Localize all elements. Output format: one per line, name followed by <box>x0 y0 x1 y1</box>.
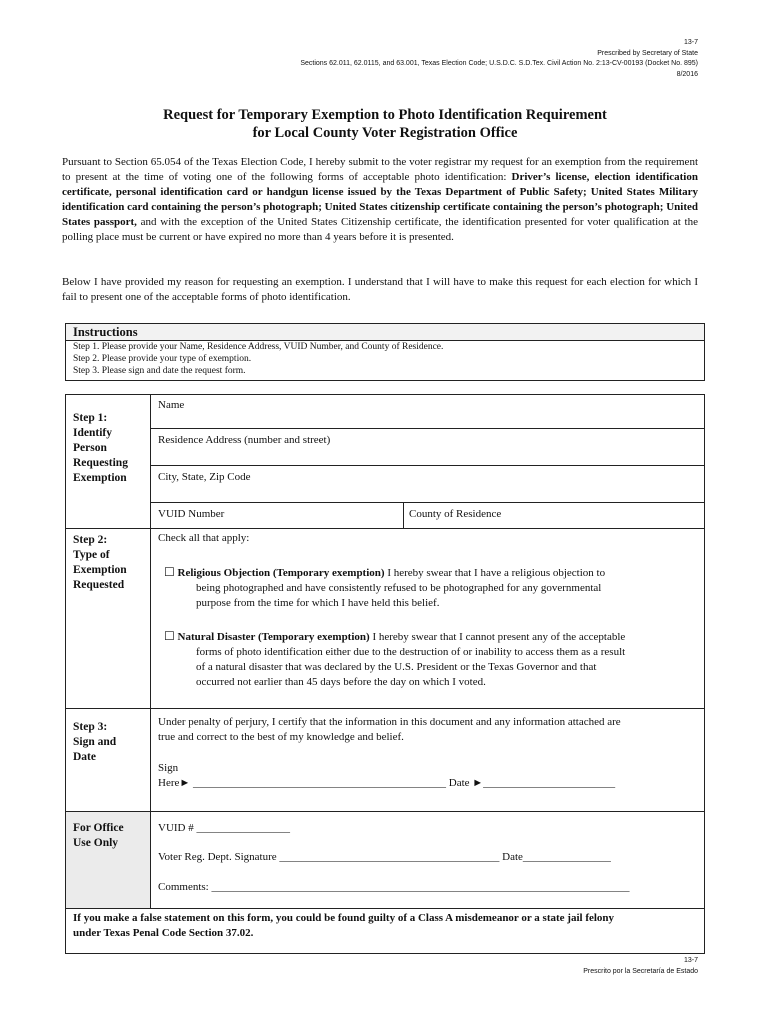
check-all-label: Check all that apply: <box>158 532 250 544</box>
title-line-1: Request for Temporary Exemption to Photo Identification Requirement <box>163 107 607 123</box>
city-state-zip-field[interactable]: City, State, Zip Code <box>158 471 251 483</box>
sign-label: Sign <box>158 762 179 774</box>
natural-disaster-option <box>164 629 699 690</box>
page-title <box>0 106 770 142</box>
disaster-text-4: occurred not earlier than 45 days before the day on which I voted. <box>196 676 486 688</box>
religious-option-label: Religious Objection (Temporary exemption) <box>177 567 385 579</box>
certification-line-1: Under penalty of perjury, I certify that the information in this document and any information attached are <box>158 716 621 728</box>
exemption-form <box>65 394 705 954</box>
religious-text-2: being photographed and have consistently refused to be photographed for any governmental <box>196 582 602 594</box>
step2-label: Step 2: Type of Exemption Requested <box>73 534 127 591</box>
vuid-county-divider <box>403 502 404 528</box>
office-comments-field[interactable]: Comments: ____________________________________________________________________________ <box>158 881 630 893</box>
name-field[interactable]: Name <box>158 399 185 411</box>
form-number: 13-7 <box>683 39 698 46</box>
office-label: For Office Use Only <box>73 822 124 849</box>
divider <box>66 811 704 812</box>
form-date: 8/2016 <box>676 70 698 78</box>
step2-label-cell <box>66 528 151 708</box>
form-footer <box>583 956 698 977</box>
instruction-step-3: Step 3. Please sign and date the request form. <box>73 366 246 376</box>
disaster-checkbox[interactable]: ☐ <box>164 629 175 643</box>
legal-citation: Sections 62.011, 62.0115, and 63.001, Texas Election Code; U.S.D.C. S.D.Tex. Civil Action No. 2:13-CV-00193 (Docket No. 895) <box>300 60 698 67</box>
warning-line-2: under Texas Penal Code Section 37.02. <box>73 927 254 939</box>
false-statement-warning <box>73 911 614 941</box>
step1-label-cell <box>66 395 151 528</box>
signature-date-line[interactable]: Here► ______________________________________________ Date ►________________________ <box>158 777 616 789</box>
office-signature-field[interactable]: Voter Reg. Dept. Signature ________________________________________ Date________________ <box>158 851 611 863</box>
step1-label: Step 1: Identify Person Requesting Exemption <box>73 412 128 484</box>
divider <box>66 708 704 709</box>
religious-text: I hereby swear that I have a religious objection to <box>384 567 606 579</box>
reason-paragraph: Below I have provided my reason for requesting an exemption. I understand that I will have to make this request for each election for which I fail to present one of the acceptable forms of photo identification. <box>62 276 698 303</box>
office-label-cell <box>66 811 151 908</box>
divider <box>151 428 704 429</box>
religious-checkbox[interactable]: ☐ <box>164 565 175 579</box>
footer-prescribed: Prescrito por la Secretaría de Estado <box>583 967 698 975</box>
divider <box>66 528 704 529</box>
step3-label-cell <box>66 708 151 811</box>
step3-label: Step 3: Sign and Date <box>73 721 117 763</box>
instructions-heading: Instructions <box>66 324 704 341</box>
disaster-option-label: Natural Disaster (Temporary exemption) <box>177 631 370 643</box>
intro-paragraph <box>62 155 698 245</box>
intro-text-a: Pursuant to Section 65.054 of the Texas Election Code, I hereby submit to the voter registrar my request for an exemption from the requirement to present at the time of voting one of the following forms of acceptable photo identification: <box>62 156 698 183</box>
disaster-text: I hereby swear that I cannot present any of the acceptable <box>369 631 626 643</box>
title-line-2: for Local County Voter Registration Office <box>252 125 518 141</box>
office-vuid-field[interactable]: VUID # _________________ <box>158 822 290 834</box>
address-field[interactable]: Residence Address (number and street) <box>158 434 331 446</box>
prescribed-by: Prescribed by Secretary of State <box>597 49 698 57</box>
intro-id-list: Driver’s license, election identification certificate, personal identification card or handgun license issued by the Texas Department of Public Safety; United States Military identification card containing the person’s photograph; United States citizenship certificate containing the person’s photograph; United States passport, <box>62 171 698 228</box>
instruction-step-2: Step 2. Please provide your type of exemption. <box>73 354 252 364</box>
divider <box>66 908 704 909</box>
divider <box>151 465 704 466</box>
disaster-text-3: of a natural disaster that was declared by the U.S. President or the Texas Governor and that <box>196 661 597 673</box>
religious-objection-option <box>164 565 694 611</box>
certification-line-2: true and correct to the best of my knowledge and belief. <box>158 731 404 743</box>
county-of-residence-field[interactable]: County of Residence <box>409 508 502 520</box>
instruction-step-1: Step 1. Please provide your Name, Residence Address, VUID Number, and County of Residence. <box>73 342 444 352</box>
religious-text-3: purpose from the time for which I have held this belief. <box>196 597 440 609</box>
instructions-box <box>65 323 705 381</box>
vuid-number-field[interactable]: VUID Number <box>158 508 225 520</box>
footer-form-number: 13-7 <box>683 957 698 964</box>
form-header <box>300 38 698 80</box>
warning-line-1: If you make a false statement on this form, you could be found guilty of a Class A misdemeanor or a state jail felony <box>73 912 615 924</box>
disaster-text-2: forms of photo identification either due to the destruction of or inability to access them as a result <box>196 646 626 658</box>
intro-text-b: and with the exception of the United States Citizenship certificate, the identification presented for voter qualification at the polling place must be current or have expired no more than 4 years before it is presented. <box>62 216 698 243</box>
divider <box>151 502 704 503</box>
certification-text <box>158 715 698 745</box>
